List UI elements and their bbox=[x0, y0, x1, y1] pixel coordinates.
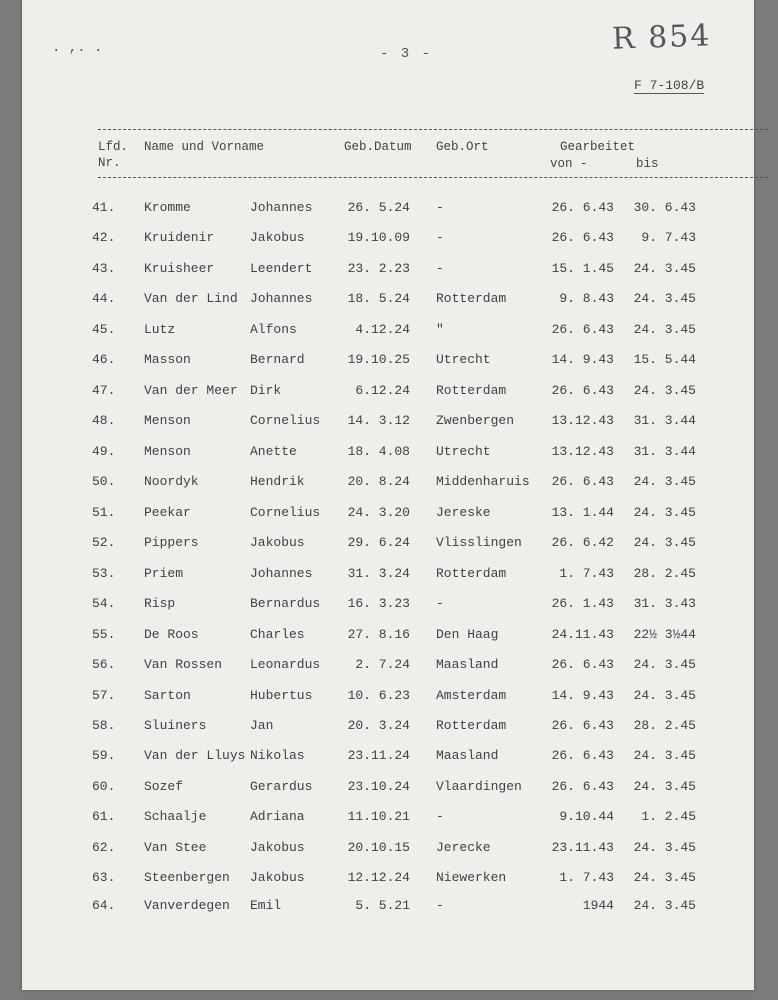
row-number: 60. bbox=[92, 779, 116, 794]
row-number: 45. bbox=[92, 322, 116, 337]
worked-to: 24. 3.45 bbox=[633, 688, 696, 703]
birth-date: 16. 3.23 bbox=[347, 596, 410, 611]
birth-place: Rotterdam bbox=[436, 566, 507, 581]
row-number: 58. bbox=[92, 718, 116, 733]
birth-place: Vlaardingen bbox=[436, 779, 522, 794]
birth-place: - bbox=[436, 261, 444, 276]
first-name: Jakobus bbox=[250, 230, 305, 245]
worked-from: 26. 6.43 bbox=[551, 657, 614, 672]
birth-place: - bbox=[436, 898, 444, 913]
last-name: Van der Lind bbox=[144, 291, 238, 306]
birth-date: 18. 5.24 bbox=[347, 291, 410, 306]
worked-to: 9. 7.43 bbox=[641, 230, 696, 245]
first-name: Charles bbox=[250, 627, 305, 642]
birth-place: Utrecht bbox=[436, 352, 491, 367]
birth-place: Niewerken bbox=[436, 870, 507, 885]
last-name: Noordyk bbox=[144, 474, 199, 489]
table-row bbox=[0, 474, 778, 494]
birth-place: Zwenbergen bbox=[436, 413, 515, 428]
worked-to: 31. 3.43 bbox=[633, 596, 696, 611]
table-row bbox=[0, 748, 778, 768]
table-row bbox=[0, 596, 778, 616]
birth-place: - bbox=[436, 200, 444, 215]
first-name: Johannes bbox=[250, 291, 313, 306]
birth-date: 23.11.24 bbox=[347, 748, 410, 763]
birth-date: 23. 2.23 bbox=[347, 261, 410, 276]
header-worked: Gearbeitet bbox=[560, 140, 636, 154]
header-from: von - bbox=[550, 157, 588, 171]
table-row bbox=[0, 688, 778, 708]
first-name: Bernardus bbox=[250, 596, 321, 611]
first-name: Gerardus bbox=[250, 779, 313, 794]
worked-from: 9.10.44 bbox=[559, 809, 614, 824]
table-row bbox=[0, 535, 778, 555]
table-row bbox=[0, 383, 778, 403]
row-number: 54. bbox=[92, 596, 116, 611]
worked-from: 26. 1.43 bbox=[551, 596, 614, 611]
row-number: 59. bbox=[92, 748, 116, 763]
worked-to: 24. 3.45 bbox=[633, 840, 696, 855]
first-name: Jakobus bbox=[250, 870, 305, 885]
first-name: Alfons bbox=[250, 322, 297, 337]
first-name: Jan bbox=[250, 718, 274, 733]
last-name: Kromme bbox=[144, 200, 191, 215]
table-row bbox=[0, 352, 778, 372]
birth-date: 5. 5.21 bbox=[355, 898, 410, 913]
last-name: Vanverdegen bbox=[144, 898, 230, 913]
last-name: De Roos bbox=[144, 627, 199, 642]
birth-place: Vlisslingen bbox=[436, 535, 522, 550]
header-nr-line1: Lfd. bbox=[98, 140, 129, 154]
worked-to: 24. 3.45 bbox=[633, 657, 696, 672]
worked-to: 15. 5.44 bbox=[633, 352, 696, 367]
worked-from: 26. 6.43 bbox=[551, 383, 614, 398]
birth-place: Rotterdam bbox=[436, 718, 507, 733]
first-name: Jakobus bbox=[250, 840, 305, 855]
first-name: Bernard bbox=[250, 352, 305, 367]
birth-place: Middenharuis bbox=[436, 474, 530, 489]
worked-from: 26. 6.43 bbox=[551, 779, 614, 794]
table-row bbox=[0, 291, 778, 311]
last-name: Sarton bbox=[144, 688, 191, 703]
worked-to: 28. 2.45 bbox=[633, 566, 696, 581]
first-name: Anette bbox=[250, 444, 297, 459]
birth-date: 31. 3.24 bbox=[347, 566, 410, 581]
handwritten-reference: R 854 bbox=[611, 18, 712, 57]
birth-date: 20.10.15 bbox=[347, 840, 410, 855]
birth-date: 24. 3.20 bbox=[347, 505, 410, 520]
header-to: bis bbox=[636, 157, 659, 171]
last-name: Peekar bbox=[144, 505, 191, 520]
worked-to: 31. 3.44 bbox=[633, 444, 696, 459]
first-name: Johannes bbox=[250, 200, 313, 215]
birth-place: Maasland bbox=[436, 748, 499, 763]
last-name: Schaalje bbox=[144, 809, 207, 824]
birth-place: Rotterdam bbox=[436, 291, 507, 306]
last-name: Kruisheer bbox=[144, 261, 215, 276]
birth-date: 27. 8.16 bbox=[347, 627, 410, 642]
last-name: Masson bbox=[144, 352, 191, 367]
header-birth-place: Geb.Ort bbox=[436, 140, 489, 154]
last-name: Van der Meer bbox=[144, 383, 238, 398]
row-number: 50. bbox=[92, 474, 116, 489]
header-nr-line2: Nr. bbox=[98, 156, 121, 170]
row-number: 41. bbox=[92, 200, 116, 215]
first-name: Cornelius bbox=[250, 413, 321, 428]
worked-to: 24. 3.45 bbox=[633, 779, 696, 794]
worked-to: 24. 3.45 bbox=[633, 383, 696, 398]
worked-to: 24. 3.45 bbox=[633, 474, 696, 489]
birth-place: - bbox=[436, 230, 444, 245]
last-name: Sozef bbox=[144, 779, 184, 794]
birth-place: Utrecht bbox=[436, 444, 491, 459]
last-name: Sluiners bbox=[144, 718, 207, 733]
worked-from: 13.12.43 bbox=[551, 413, 614, 428]
row-number: 52. bbox=[92, 535, 116, 550]
birth-place: Jereske bbox=[436, 505, 491, 520]
birth-date: 11.10.21 bbox=[347, 809, 410, 824]
worked-from: 26. 6.43 bbox=[551, 200, 614, 215]
last-name: Menson bbox=[144, 444, 191, 459]
table-row bbox=[0, 718, 778, 738]
first-name: Cornelius bbox=[250, 505, 321, 520]
row-number: 49. bbox=[92, 444, 116, 459]
row-number: 63. bbox=[92, 870, 116, 885]
table-row bbox=[0, 566, 778, 586]
worked-from: 1944 bbox=[582, 898, 614, 913]
first-name: Hubertus bbox=[250, 688, 313, 703]
birth-date: 26. 5.24 bbox=[347, 200, 410, 215]
worked-from: 26. 6.43 bbox=[551, 230, 614, 245]
worked-to: 24. 3.45 bbox=[633, 535, 696, 550]
row-number: 64. bbox=[92, 898, 116, 913]
worked-from: 15. 1.45 bbox=[551, 261, 614, 276]
table-row bbox=[0, 627, 778, 647]
birth-place: Jerecke bbox=[436, 840, 491, 855]
worked-to: 31. 3.44 bbox=[633, 413, 696, 428]
worked-to: 28. 2.45 bbox=[633, 718, 696, 733]
table-row bbox=[0, 898, 778, 918]
worked-from: 13. 1.44 bbox=[551, 505, 614, 520]
birth-place: Den Haag bbox=[436, 627, 499, 642]
worked-from: 14. 9.43 bbox=[551, 352, 614, 367]
worked-from: 1. 7.43 bbox=[559, 566, 614, 581]
birth-date: 4.12.24 bbox=[355, 322, 410, 337]
row-number: 51. bbox=[92, 505, 116, 520]
page-number: - 3 - bbox=[380, 46, 433, 62]
last-name: Van der Lluys bbox=[144, 748, 246, 763]
last-name: Kruidenir bbox=[144, 230, 215, 245]
worked-to: 24. 3.45 bbox=[633, 898, 696, 913]
birth-date: 20. 3.24 bbox=[347, 718, 410, 733]
worked-to: 24. 3.45 bbox=[633, 261, 696, 276]
last-name: Lutz bbox=[144, 322, 176, 337]
file-reference: F 7-108/B bbox=[634, 78, 705, 93]
worked-from: 26. 6.43 bbox=[551, 322, 614, 337]
worked-to: 24. 3.45 bbox=[633, 870, 696, 885]
worked-from: 26. 6.43 bbox=[551, 474, 614, 489]
birth-place: Amsterdam bbox=[436, 688, 507, 703]
birth-date: 23.10.24 bbox=[347, 779, 410, 794]
ink-specks: . ,. . bbox=[52, 40, 103, 56]
row-number: 56. bbox=[92, 657, 116, 672]
table-row bbox=[0, 444, 778, 464]
table-row bbox=[0, 200, 778, 220]
last-name: Priem bbox=[144, 566, 184, 581]
row-number: 43. bbox=[92, 261, 116, 276]
worked-from: 1. 7.43 bbox=[559, 870, 614, 885]
table-row bbox=[0, 322, 778, 342]
birth-date: 20. 8.24 bbox=[347, 474, 410, 489]
birth-date: 6.12.24 bbox=[355, 383, 410, 398]
row-number: 48. bbox=[92, 413, 116, 428]
birth-date: 12.12.24 bbox=[347, 870, 410, 885]
birth-place: " bbox=[436, 322, 444, 337]
worked-to: 30. 6.43 bbox=[633, 200, 696, 215]
last-name: Menson bbox=[144, 413, 191, 428]
last-name: Van Stee bbox=[144, 840, 207, 855]
first-name: Emil bbox=[250, 898, 282, 913]
worked-to: 24. 3.45 bbox=[633, 505, 696, 520]
first-name: Johannes bbox=[250, 566, 313, 581]
birth-place: - bbox=[436, 596, 444, 611]
worked-from: 24.11.43 bbox=[551, 627, 614, 642]
first-name: Nikolas bbox=[250, 748, 305, 763]
worked-from: 26. 6.43 bbox=[551, 748, 614, 763]
row-number: 42. bbox=[92, 230, 116, 245]
table-row bbox=[0, 870, 778, 890]
worked-from: 9. 8.43 bbox=[559, 291, 614, 306]
last-name: Risp bbox=[144, 596, 176, 611]
birth-date: 10. 6.23 bbox=[347, 688, 410, 703]
table-row bbox=[0, 505, 778, 525]
first-name: Jakobus bbox=[250, 535, 305, 550]
row-number: 57. bbox=[92, 688, 116, 703]
header-bottom-rule bbox=[98, 177, 768, 178]
birth-place: Maasland bbox=[436, 657, 499, 672]
birth-date: 19.10.09 bbox=[347, 230, 410, 245]
birth-date: 18. 4.08 bbox=[347, 444, 410, 459]
table-row bbox=[0, 657, 778, 677]
worked-from: 13.12.43 bbox=[551, 444, 614, 459]
first-name: Leonardus bbox=[250, 657, 321, 672]
header-name: Name und Vorname bbox=[144, 140, 265, 154]
worked-from: 26. 6.42 bbox=[551, 535, 614, 550]
birth-date: 2. 7.24 bbox=[355, 657, 410, 672]
last-name: Pippers bbox=[144, 535, 199, 550]
worked-to: 24. 3.45 bbox=[633, 322, 696, 337]
birth-date: 29. 6.24 bbox=[347, 535, 410, 550]
table-row bbox=[0, 230, 778, 250]
row-number: 61. bbox=[92, 809, 116, 824]
header-birth-date: Geb.Datum bbox=[344, 140, 412, 154]
worked-from: 23.11.43 bbox=[551, 840, 614, 855]
first-name: Leendert bbox=[250, 261, 313, 276]
row-number: 46. bbox=[92, 352, 116, 367]
worked-from: 14. 9.43 bbox=[551, 688, 614, 703]
row-number: 53. bbox=[92, 566, 116, 581]
row-number: 55. bbox=[92, 627, 116, 642]
worked-to: 22½ 3½44 bbox=[633, 627, 696, 642]
first-name: Dirk bbox=[250, 383, 282, 398]
birth-date: 19.10.25 bbox=[347, 352, 410, 367]
table-row bbox=[0, 261, 778, 281]
first-name: Adriana bbox=[250, 809, 305, 824]
birth-date: 14. 3.12 bbox=[347, 413, 410, 428]
last-name: Van Rossen bbox=[144, 657, 223, 672]
birth-place: - bbox=[436, 809, 444, 824]
worked-from: 26. 6.43 bbox=[551, 718, 614, 733]
worked-to: 24. 3.45 bbox=[633, 291, 696, 306]
table-row bbox=[0, 413, 778, 433]
worked-to: 24. 3.45 bbox=[633, 748, 696, 763]
row-number: 47. bbox=[92, 383, 116, 398]
row-number: 44. bbox=[92, 291, 116, 306]
table-row bbox=[0, 779, 778, 799]
birth-place: Rotterdam bbox=[436, 383, 507, 398]
table-row bbox=[0, 809, 778, 829]
worked-to: 1. 2.45 bbox=[641, 809, 696, 824]
header-top-rule bbox=[98, 129, 768, 130]
table-row bbox=[0, 840, 778, 860]
first-name: Hendrik bbox=[250, 474, 305, 489]
last-name: Steenbergen bbox=[144, 870, 230, 885]
row-number: 62. bbox=[92, 840, 116, 855]
